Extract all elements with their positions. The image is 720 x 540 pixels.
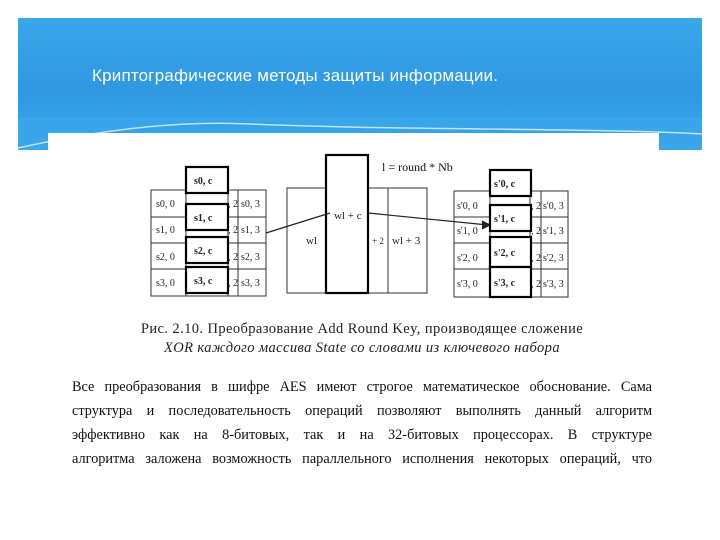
right-cell: , 2 (531, 201, 541, 212)
left-key-cell: s3, c (194, 276, 213, 287)
key-word: + 2 (372, 236, 384, 246)
left-cell: , 2 (228, 199, 238, 210)
key-word: wl + c (334, 210, 362, 222)
add-round-key-diagram (48, 133, 659, 318)
right-key-cell: s'2, c (494, 248, 516, 259)
right-cell: s'3, 3 (543, 279, 564, 290)
left-cell: s2, 3 (241, 252, 260, 263)
body-line: Все преобразования в шифре AES имеют строгое математическое обоснование. Сама (72, 379, 652, 395)
body-line: алгоритма заложена возможность параллельного исполнения некоторых операций, что (72, 451, 652, 467)
caption-line-2: XOR каждого массива State со словами из ключевого набора (163, 340, 560, 356)
left-cell: , 2 (228, 225, 238, 236)
right-key-cell: s'0, c (494, 179, 516, 190)
key-index-label: l = round * Nb (382, 160, 453, 174)
left-cell: , 2 (228, 278, 238, 289)
right-cell: s'1, 0 (457, 226, 478, 237)
left-cell: s1, 0 (156, 225, 175, 236)
left-key-cell: s2, c (194, 246, 213, 257)
body-paragraph (72, 375, 652, 471)
right-cell: s'2, 3 (543, 253, 564, 264)
body-line: эффективно как на 8-битовых, так и на 32-битовых процессорах. В структуре (72, 427, 652, 443)
figure-caption (72, 320, 652, 358)
left-cell: , 2 (228, 252, 238, 263)
left-cell: s0, 0 (156, 199, 175, 210)
right-key-cell: s'1, c (494, 214, 516, 225)
slide-title: Криптографические методы защиты информации. (92, 66, 499, 85)
left-key-cell: s1, c (194, 213, 213, 224)
body-line: структура и последовательность операций позволяют выполнять данный алгоритм (72, 403, 652, 419)
right-cell: s'2, 0 (457, 253, 478, 264)
left-cell: s1, 3 (241, 225, 260, 236)
right-cell: s'1, 3 (543, 226, 564, 237)
caption-line-1: Рис. 2.10. Преобразование Add Round Key, производящее сложение (140, 321, 584, 337)
right-cell: s'3, 0 (457, 279, 478, 290)
left-cell: s3, 3 (241, 278, 260, 289)
right-cell: , 2 (531, 279, 541, 290)
key-schedule (287, 155, 427, 293)
left-cell: s2, 0 (156, 252, 175, 263)
key-word: wl + 3 (392, 235, 421, 247)
right-cell: , 2 (531, 253, 541, 264)
left-key-cell: s0, c (194, 176, 213, 187)
right-key-cell: s'3, c (494, 278, 516, 289)
left-cell: s3, 0 (156, 278, 175, 289)
left-cell: s0, 3 (241, 199, 260, 210)
key-word: wl (306, 235, 317, 247)
right-cell: s'0, 3 (543, 201, 564, 212)
right-cell: s'0, 0 (457, 201, 478, 212)
right-cell: , 2 (531, 226, 541, 237)
